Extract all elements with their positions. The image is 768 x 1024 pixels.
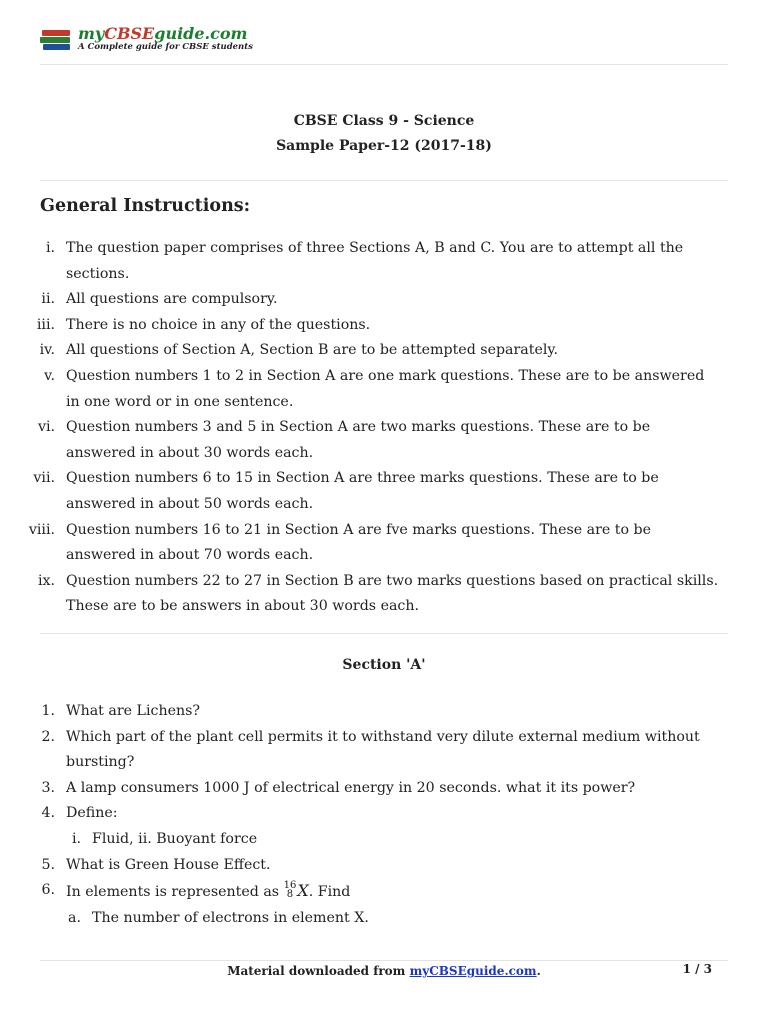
instruction-item: i. The question paper comprises of three Sections A, B and C. You are to attempt all the sections.	[45, 240, 684, 282]
logo-tagline: A Complete guide for CBSE students	[78, 42, 253, 53]
doc-title-line1: CBSE Class 9 - Science	[293, 113, 475, 129]
page-number: 1 / 3	[682, 962, 712, 976]
footer-divider	[40, 960, 728, 961]
sub-question-item: i. Fluid, ii. Buoyant force	[71, 830, 258, 847]
page-footer: Material downloaded from myCBSEguide.com.	[227, 964, 541, 978]
site-logo[interactable]	[40, 26, 253, 52]
logo-wordmark: myCBSEguide.com	[78, 24, 248, 44]
question-item: 5. What is Green House Effect.	[41, 856, 271, 873]
instruction-item: vi. Question numbers 3 and 5 in Section A are two marks questions. These are to be answered in about 30 words each.	[37, 419, 651, 461]
divider	[40, 180, 728, 181]
instruction-item: ii. All questions are compulsory.	[41, 291, 278, 308]
instruction-item: v. Question numbers 1 to 2 in Section A are one mark questions. These are to be answered in one word or in one sentence.	[44, 367, 705, 410]
instruction-item: vii. Question numbers 6 to 15 in Section A are three marks questions. These are to be answered in about 50 words each.	[33, 470, 659, 512]
isotope-notation: 16 8	[283, 880, 297, 901]
question-item: 2. Which part of the plant cell permits it to withstand very dilute external medium without bursting?	[41, 728, 700, 771]
questions-list	[0, 699, 768, 931]
doc-title-line2: Sample Paper-12 (2017-18)	[276, 138, 492, 154]
question-item: 6. In elements is represented as 16 8 X. Find	[41, 880, 351, 901]
instruction-item: iii. There is no choice in any of the questions.	[36, 316, 371, 333]
section-a-title: Section 'A'	[342, 657, 426, 673]
page-header	[40, 22, 728, 65]
divider	[40, 633, 728, 634]
instruction-item: iv. All questions of Section A, Section B are to be attempted separately.	[39, 342, 559, 359]
footer-link[interactable]: myCBSEguide.com	[409, 964, 537, 978]
question-item: 4. Define:	[41, 805, 118, 822]
books-icon	[40, 26, 74, 52]
question-item: 1. What are Lichens?	[41, 703, 200, 719]
question-item: 3. A lamp consumers 1000 J of electrical energy in 20 seconds. what it its power?	[41, 779, 636, 796]
instruction-item: viii. Question numbers 16 to 21 in Section A are fve marks questions. These are to be answered in about 70 words each.	[28, 521, 652, 564]
instruction-item: ix. Question numbers 22 to 27 in Section B are two marks questions based on practical skills. These are to be answers in about 30 words each.	[37, 572, 719, 615]
instructions-heading: General Instructions:	[40, 196, 251, 216]
element-symbol: X	[297, 881, 309, 901]
sub-question-item: a. The number of electrons in element X.	[68, 909, 369, 926]
instructions-list	[0, 236, 768, 620]
